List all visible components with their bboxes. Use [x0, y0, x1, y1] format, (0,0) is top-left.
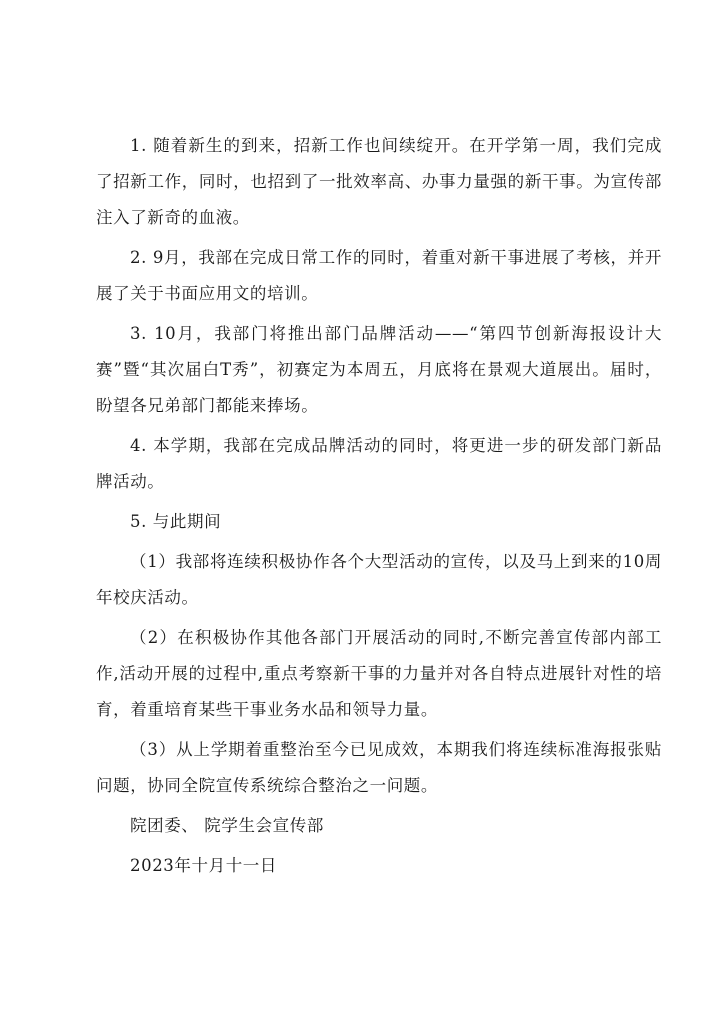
subparagraph-3: （3）从上学期着重整治至今已见成效，本期我们将连续标准海报张贴问题，协同全院宣传系统综合整治之一问题。	[96, 740, 662, 795]
document-page	[96, 128, 662, 884]
date-line: 2023年十月十一日	[130, 856, 277, 875]
paragraph-item-5: 5. 与此期间	[130, 512, 222, 531]
subparagraph-1: （1）我部将连续积极协作各个大型活动的宣传，以及马上到来的10周年校庆活动。	[96, 552, 662, 607]
paragraph-item-1: 1. 随着新生的到来，招新工作也间续绽开。在开学第一周，我们完成了招新工作，同时，也招到了一批效率高、办事力量强的新干事。为宣传部注入了新奇的血液。	[96, 136, 662, 227]
paragraph-item-3: 3. 10月，我部门将推出部门品牌活动——“第四节创新海报设计大赛”暨“其次届白T秀”，初赛定为本周五，月底将在景观大道展出。届时，盼望各兄弟部门都能来捧场。	[96, 324, 662, 415]
subparagraph-2: （2）在积极协作其他各部门开展活动的同时,不断完善宣传部内部工作,活动开展的过程中,重点考察新干事的力量并对各自特点进展针对性的培育，着重培育某些干事业务水品和领导力量。	[96, 628, 662, 719]
signature-line: 院团委、 院学生会宣传部	[130, 816, 324, 835]
paragraph-item-4: 4. 本学期，我部在完成品牌活动的同时，将更进一步的研发部门新品牌活动。	[96, 436, 662, 491]
paragraph-item-2: 2. 9月，我部在完成日常工作的同时，着重对新干事进展了考核，并开展了关于书面应用文的培训。	[96, 248, 662, 303]
